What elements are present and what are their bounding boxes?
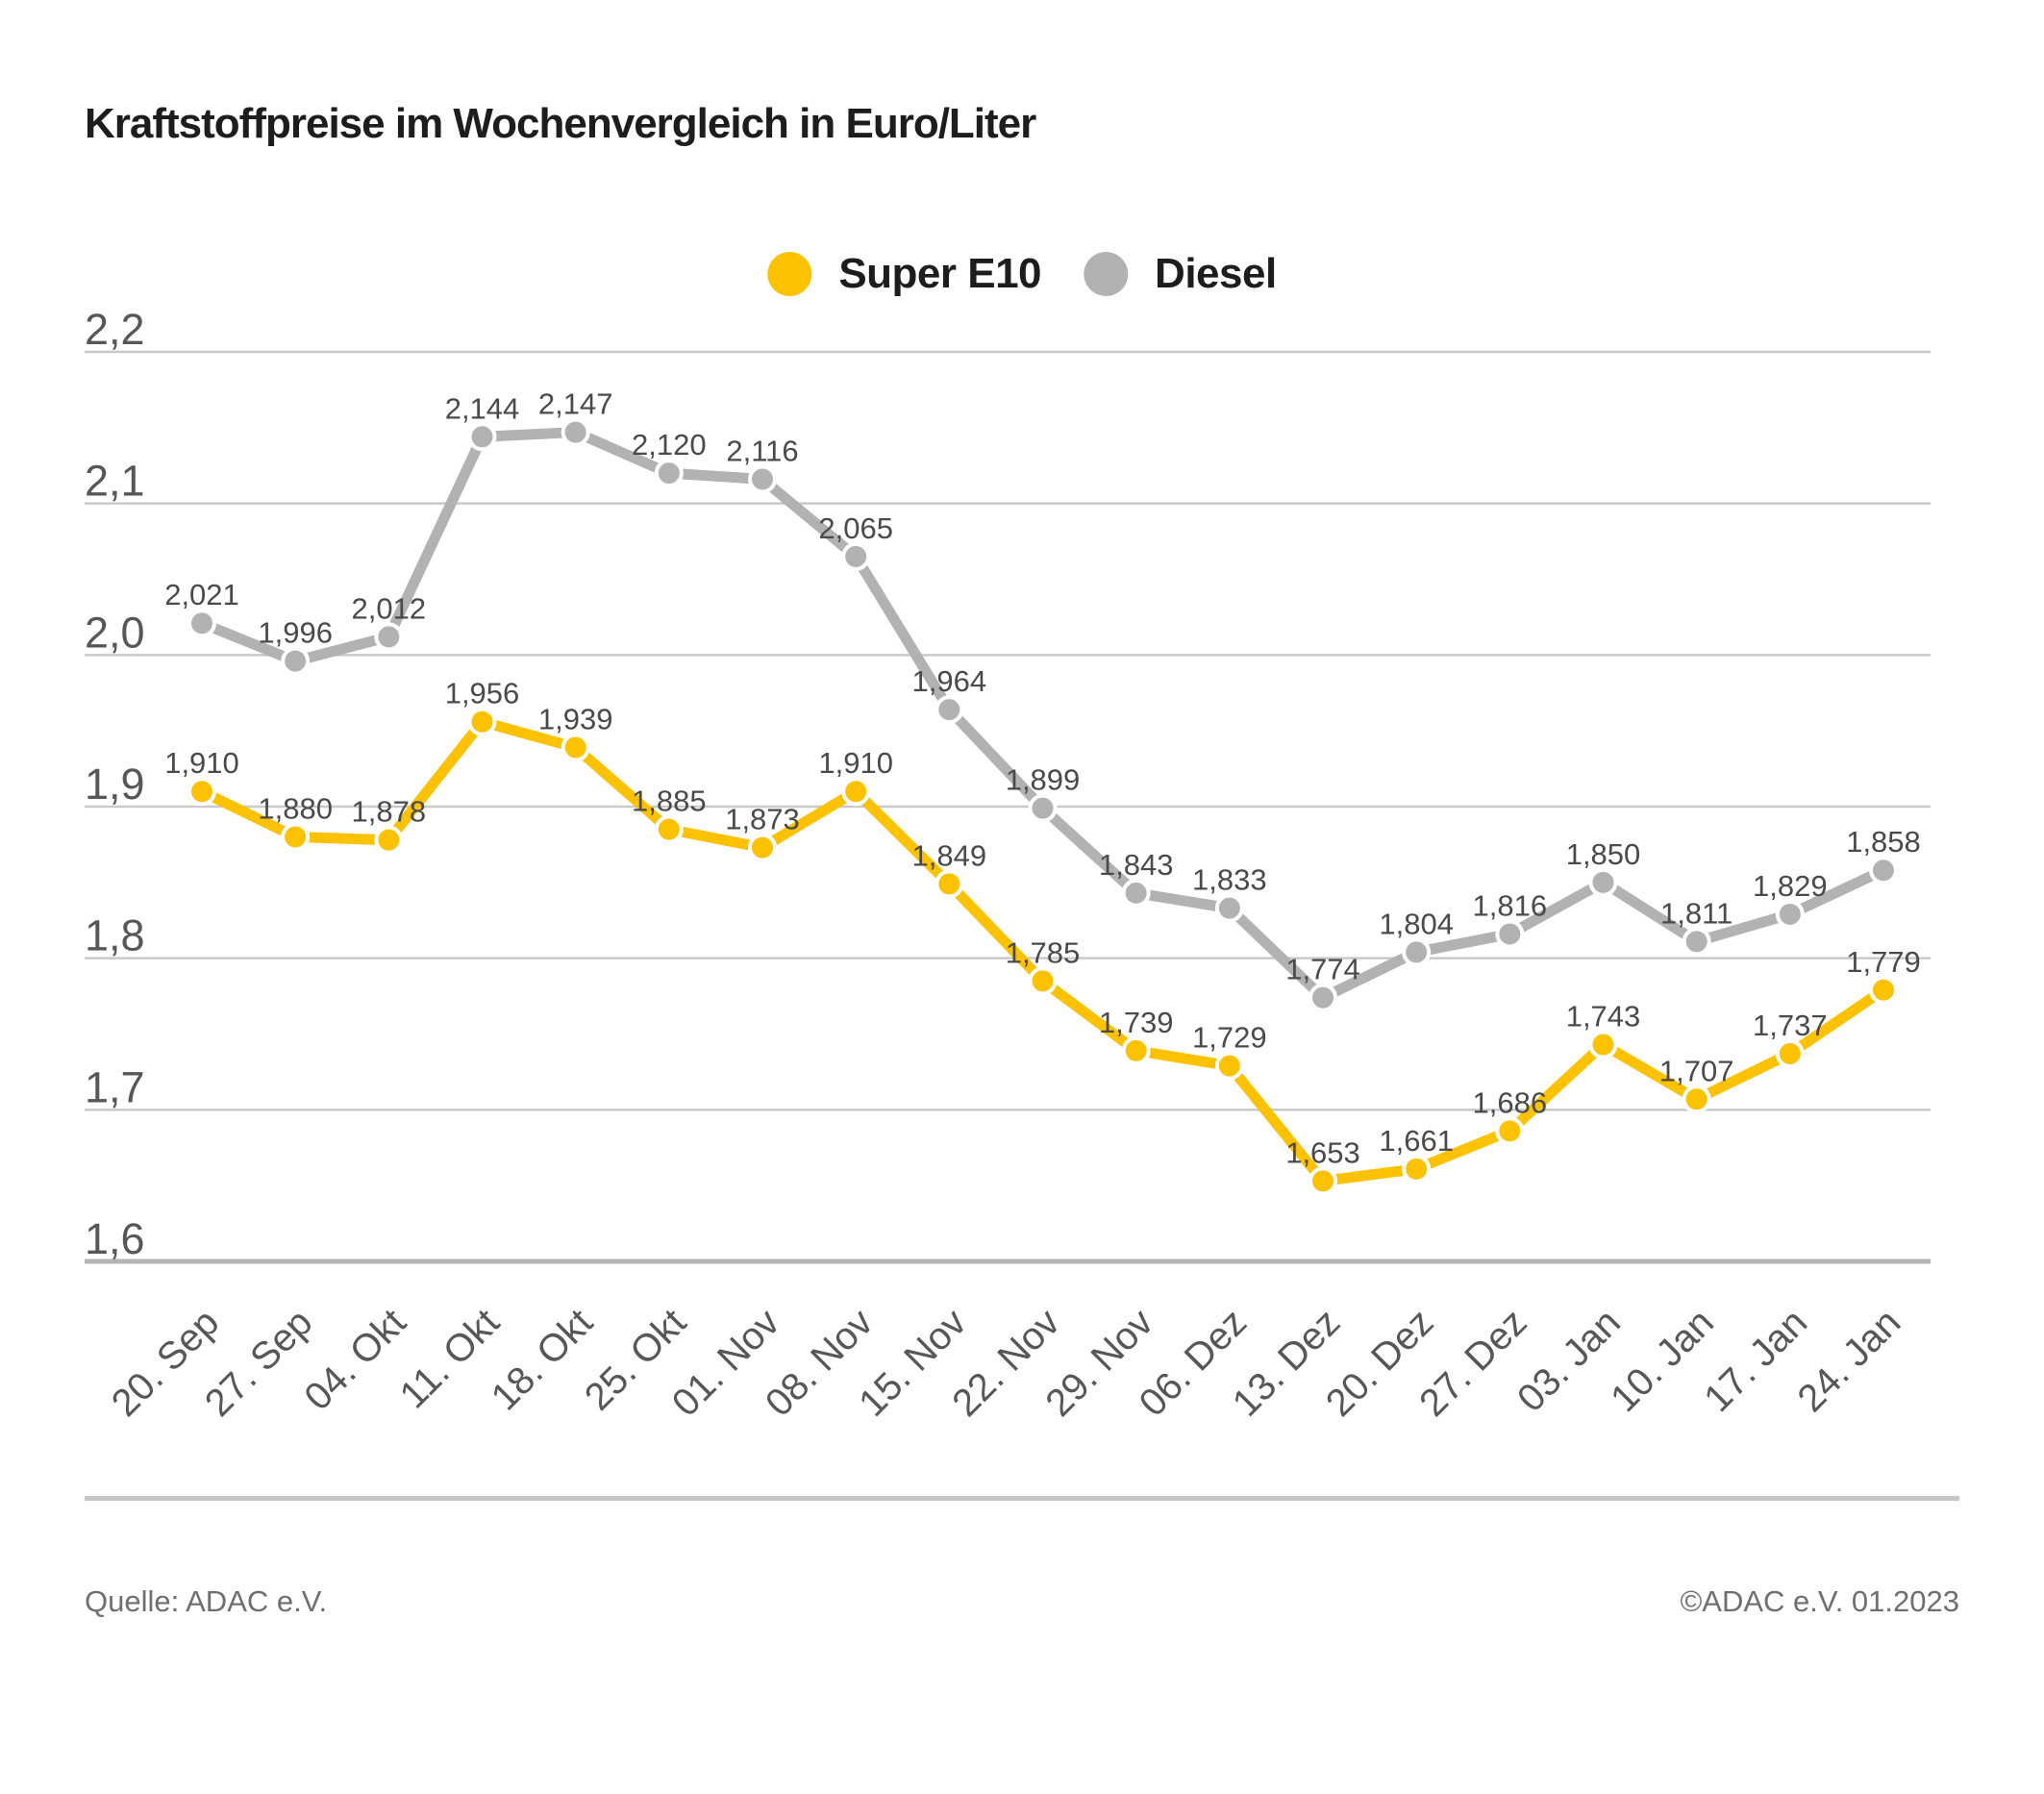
diesel-marker [189,610,214,635]
copyright-text: ©ADAC e.V. 01.2023 [1680,1584,1959,1618]
x-tick-label: 27. Sep [196,1301,321,1425]
diesel-value-label: 2,144 [444,391,520,426]
x-tick-label: 06. Dez [1131,1301,1256,1425]
super-e10-value-label: 1,785 [1005,935,1081,970]
super-e10-value-label: 1,873 [725,802,800,836]
super-e10-value-label: 1,729 [1192,1020,1267,1055]
diesel-value-label: 1,833 [1192,862,1267,897]
diesel-marker [1497,921,1522,946]
diesel-value-label: 1,850 [1565,836,1641,871]
super-e10-value-label: 1,910 [818,746,893,781]
super-e10-value-label: 1,653 [1285,1135,1360,1170]
diesel-marker [1404,939,1429,964]
super-e10-marker [470,710,495,735]
x-tick-label: 27. Dez [1411,1301,1535,1425]
diesel-value-label: 2,116 [726,434,799,468]
y-tick-label: 2,2 [85,305,145,354]
x-tick-label: 17. Jan [1696,1301,1816,1421]
x-tick-label: 29. Nov [1037,1301,1162,1425]
y-tick-label: 1,9 [85,760,145,809]
x-tick-label: 03. Jan [1508,1301,1629,1421]
diesel-value-label: 2,021 [164,578,239,612]
footer-divider [85,1496,1959,1501]
super-e10-marker [1591,1033,1616,1058]
super-e10-marker [1217,1054,1242,1079]
x-tick-label: 25. Okt [576,1301,695,1419]
super-e10-marker [376,828,401,853]
diesel-marker [1031,796,1056,821]
super-e10-value-label: 1,779 [1846,944,1921,979]
diesel-marker [1310,985,1335,1010]
diesel-value-label: 1,858 [1846,825,1921,860]
super-e10-value-label: 1,743 [1565,999,1641,1034]
diesel-value-label: 2,065 [818,511,893,545]
diesel-marker [1871,858,1896,883]
diesel-value-label: 1,899 [1005,762,1081,797]
super-e10-value-label: 1,737 [1753,1008,1828,1042]
footer [85,1584,1959,1619]
super-e10-value-label: 1,707 [1658,1054,1734,1088]
diesel-value-label: 2,120 [632,428,707,462]
diesel-value-label: 2,012 [351,591,427,626]
diesel-value-label: 2,147 [537,386,613,421]
y-tick-label: 2,1 [85,456,145,506]
x-tick-label: 24. Jan [1789,1301,1909,1421]
x-tick-label: 10. Jan [1603,1301,1723,1421]
diesel-value-label: 1,829 [1753,868,1828,903]
super-e10-value-label: 1,849 [911,838,987,873]
super-e10-value-label: 1,686 [1472,1085,1548,1120]
super-e10-marker [1778,1041,1803,1066]
diesel-value-label: 1,811 [1660,896,1733,931]
super-e10-marker [1871,978,1896,1003]
super-e10-value-label: 1,880 [258,791,333,826]
diesel-marker [657,461,682,486]
super-e10-marker [1310,1168,1335,1193]
diesel-marker [843,544,868,569]
diesel-marker [1591,870,1616,895]
diesel-value-label: 1,996 [258,615,333,650]
x-tick-label: 22. Nov [944,1301,1068,1425]
super-e10-value-label: 1,956 [444,676,520,710]
diesel-value-label: 1,843 [1098,847,1174,882]
x-tick-label: 20. Sep [103,1301,228,1425]
y-tick-label: 2,0 [85,608,145,658]
y-tick-label: 1,7 [85,1062,145,1112]
chart-title: Kraftstoffpreise im Wochenvergleich in Euro/Liter [85,100,1036,147]
super-e10-value-label: 1,739 [1098,1005,1174,1039]
super-e10-value-label: 1,885 [632,784,707,818]
diesel-marker [1217,896,1242,921]
x-tick-label: 04. Okt [296,1301,414,1419]
diesel-marker [750,466,775,491]
super-e10-marker [1404,1157,1429,1182]
diesel-marker [283,649,308,674]
super-e10-marker [1497,1118,1522,1143]
super-e10-value-label: 1,939 [537,702,613,736]
x-tick-label: 01. Nov [663,1301,788,1425]
diesel-marker [376,624,401,649]
super-e10-marker [843,779,868,804]
y-tick-label: 1,8 [85,910,145,960]
legend-label-diesel: Diesel [1155,250,1277,297]
super-e10-marker [1124,1038,1149,1063]
x-tick-label: 18. Okt [483,1301,602,1419]
x-tick-label: 13. Dez [1224,1301,1349,1425]
diesel-marker [1684,929,1709,954]
super-e10-marker [657,817,682,842]
diesel-line [202,433,1883,998]
super-e10-value-label: 1,661 [1379,1123,1454,1158]
super-e10-marker [1684,1086,1709,1111]
x-tick-label: 15. Nov [851,1301,975,1425]
diesel-marker [1778,902,1803,927]
x-tick-label: 11. Okt [391,1301,508,1417]
diesel-marker [470,424,495,449]
super-e10-marker [1031,968,1056,993]
diesel-value-label: 1,964 [911,664,987,699]
legend-label-super-e10: Super E10 [838,250,1042,297]
super-e10-marker [936,871,961,896]
y-tick-label: 1,6 [85,1214,145,1263]
super-e10-value-label: 1,910 [164,746,239,781]
diesel-marker [1124,881,1149,906]
super-e10-marker [750,835,775,860]
diesel-marker [563,420,588,445]
super-e10-value-label: 1,878 [351,794,427,829]
x-tick-label: 08. Nov [757,1301,882,1425]
diesel-value-label: 1,816 [1472,888,1548,923]
super-e10-marker [189,779,214,804]
x-tick-label: 20. Dez [1317,1301,1442,1425]
source-text: Quelle: ADAC e.V. [85,1584,328,1618]
diesel-marker [936,697,961,722]
super-e10-marker [283,825,308,850]
diesel-value-label: 1,804 [1379,907,1454,941]
super-e10-marker [563,735,588,760]
diesel-value-label: 1,774 [1285,952,1360,986]
